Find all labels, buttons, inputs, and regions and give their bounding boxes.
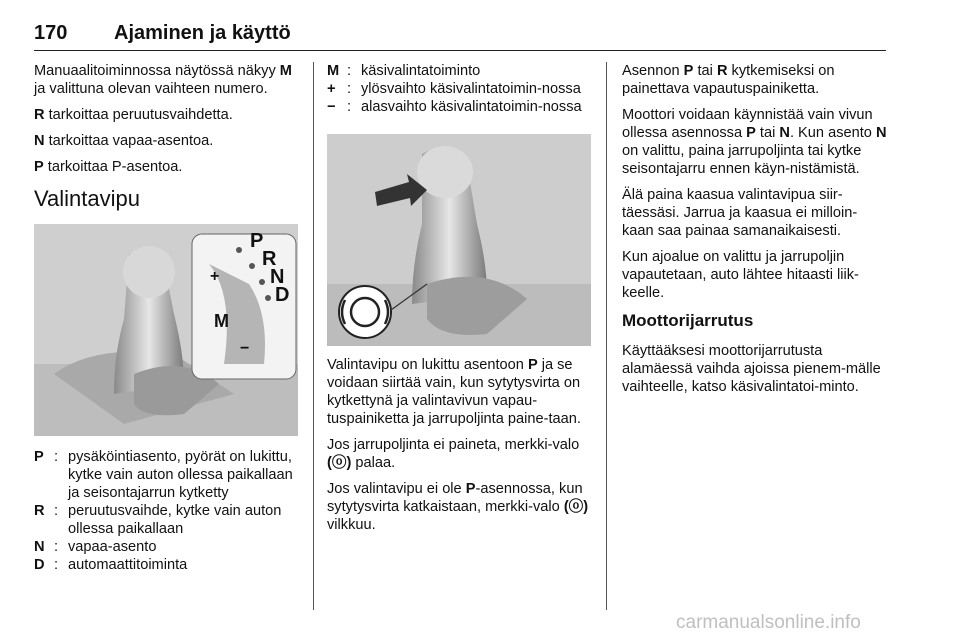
paragraph-manual-display: Manuaalitoiminnossa näytössä näkyy M ja valittuna olevan vaihteen numero. [34,63,292,97]
gear-position-list [34,448,298,574]
list-item: − : alasvaihto käsivalintatoimin-nossa [327,99,582,115]
paragraph-brake-flash: Jos valintavipu ei ole P-asennossa, kun sytytysvirta katkaistaan, merkki-valo (ⓞ) vilkkuu. [327,481,589,533]
list-item: + : ylösvaihto käsivalintatoimin-nossa [327,81,581,97]
list-item: P : pysäköintiasento, pyörät on lukittu, kytke vain auton ollessa paikallaan ja seisontajarrun kytketty [34,449,293,501]
paragraph-creep: Kun ajoalue on valittu ja jarrupoljin vapautetaan, auto lähtee hitaasti liik-keelle. [622,249,859,301]
paragraph-engine-start: Moottori voidaan käynnistää vain vivun ollessa asennossa P tai N. Kun asento N on valittu, paina jarrupoljinta tai kytke seisontajarru ennen käyn-nistämistä. [622,107,887,177]
gear-lever-drawing [34,224,298,436]
gear-selector-illustration [34,224,298,436]
list-item: M : käsivalintatoiminto [327,63,481,79]
column-2 [327,62,593,542]
list-item: D : automaattitoiminta [34,557,188,573]
inset-label-m: M [214,311,229,331]
inset-label-r: R [262,248,277,270]
list-item: N : vapaa-asento [34,539,157,555]
paragraph-no-throttle: Älä paina kaasua valintavipua siir-täessäsi. Jarrua ja kaasua ei milloin-kaan saa painaa samanaikaisesti. [622,187,858,239]
section-heading-valintavipu: Valintavipu [34,186,140,211]
site-watermark: carmanualsonline.info [676,612,861,633]
paragraph-release-button: Asennon P tai R kytkemiseksi on painettava vapautuspainiketta. [622,63,835,97]
paragraph-brake-warning: Jos jarrupoljinta ei paineta, merkki-valo (ⓞ) palaa. [327,437,580,471]
paragraph-p-meaning: P tarkoittaa P-asentoa. [34,159,183,175]
column-divider [606,62,607,610]
paragraph-engine-braking: Käyttääksesi moottorijarrutusta alamäessä vaihda ajoissa pienem-mälle vaihteelle, katso käsivalintatoi-minto. [622,343,881,395]
inset-label-plus: + [210,268,220,285]
shift-release-drawing [327,134,591,346]
column-1 [34,62,298,574]
list-item: R : peruutusvaihde, kytke vain auton ollessa paikallaan [34,503,282,537]
paragraph-lever-locked: Valintavipu on lukittu asentoon P ja se voidaan siirtää vain, kun sytytysvirta on kytkettynä ja valintavivun vapau-tuspainiketta ja jarrupoljinta paine-taan. [327,357,581,427]
column-divider [313,62,314,610]
inset-label-n: N [270,266,285,288]
brake-warning-icon: (ⓞ) [327,455,352,471]
inset-label-d: D [275,284,290,306]
section-heading-moottorijarrutus: Moottorijarrutus [622,311,754,330]
paragraph-r-meaning: R tarkoittaa peruutusvaihdetta. [34,107,233,123]
brake-warning-icon: (ⓞ) [563,499,589,515]
page-header [34,20,886,51]
chapter-title: Ajaminen ja käyttö [114,22,291,44]
inset-label-p: P [250,230,264,252]
page-number: 170 [34,22,68,44]
inset-label-minus: − [240,340,250,357]
column-3 [622,62,888,404]
manual-mode-list [327,62,593,116]
paragraph-n-meaning: N tarkoittaa vapaa-asentoa. [34,133,214,149]
release-button-illustration [327,134,591,346]
